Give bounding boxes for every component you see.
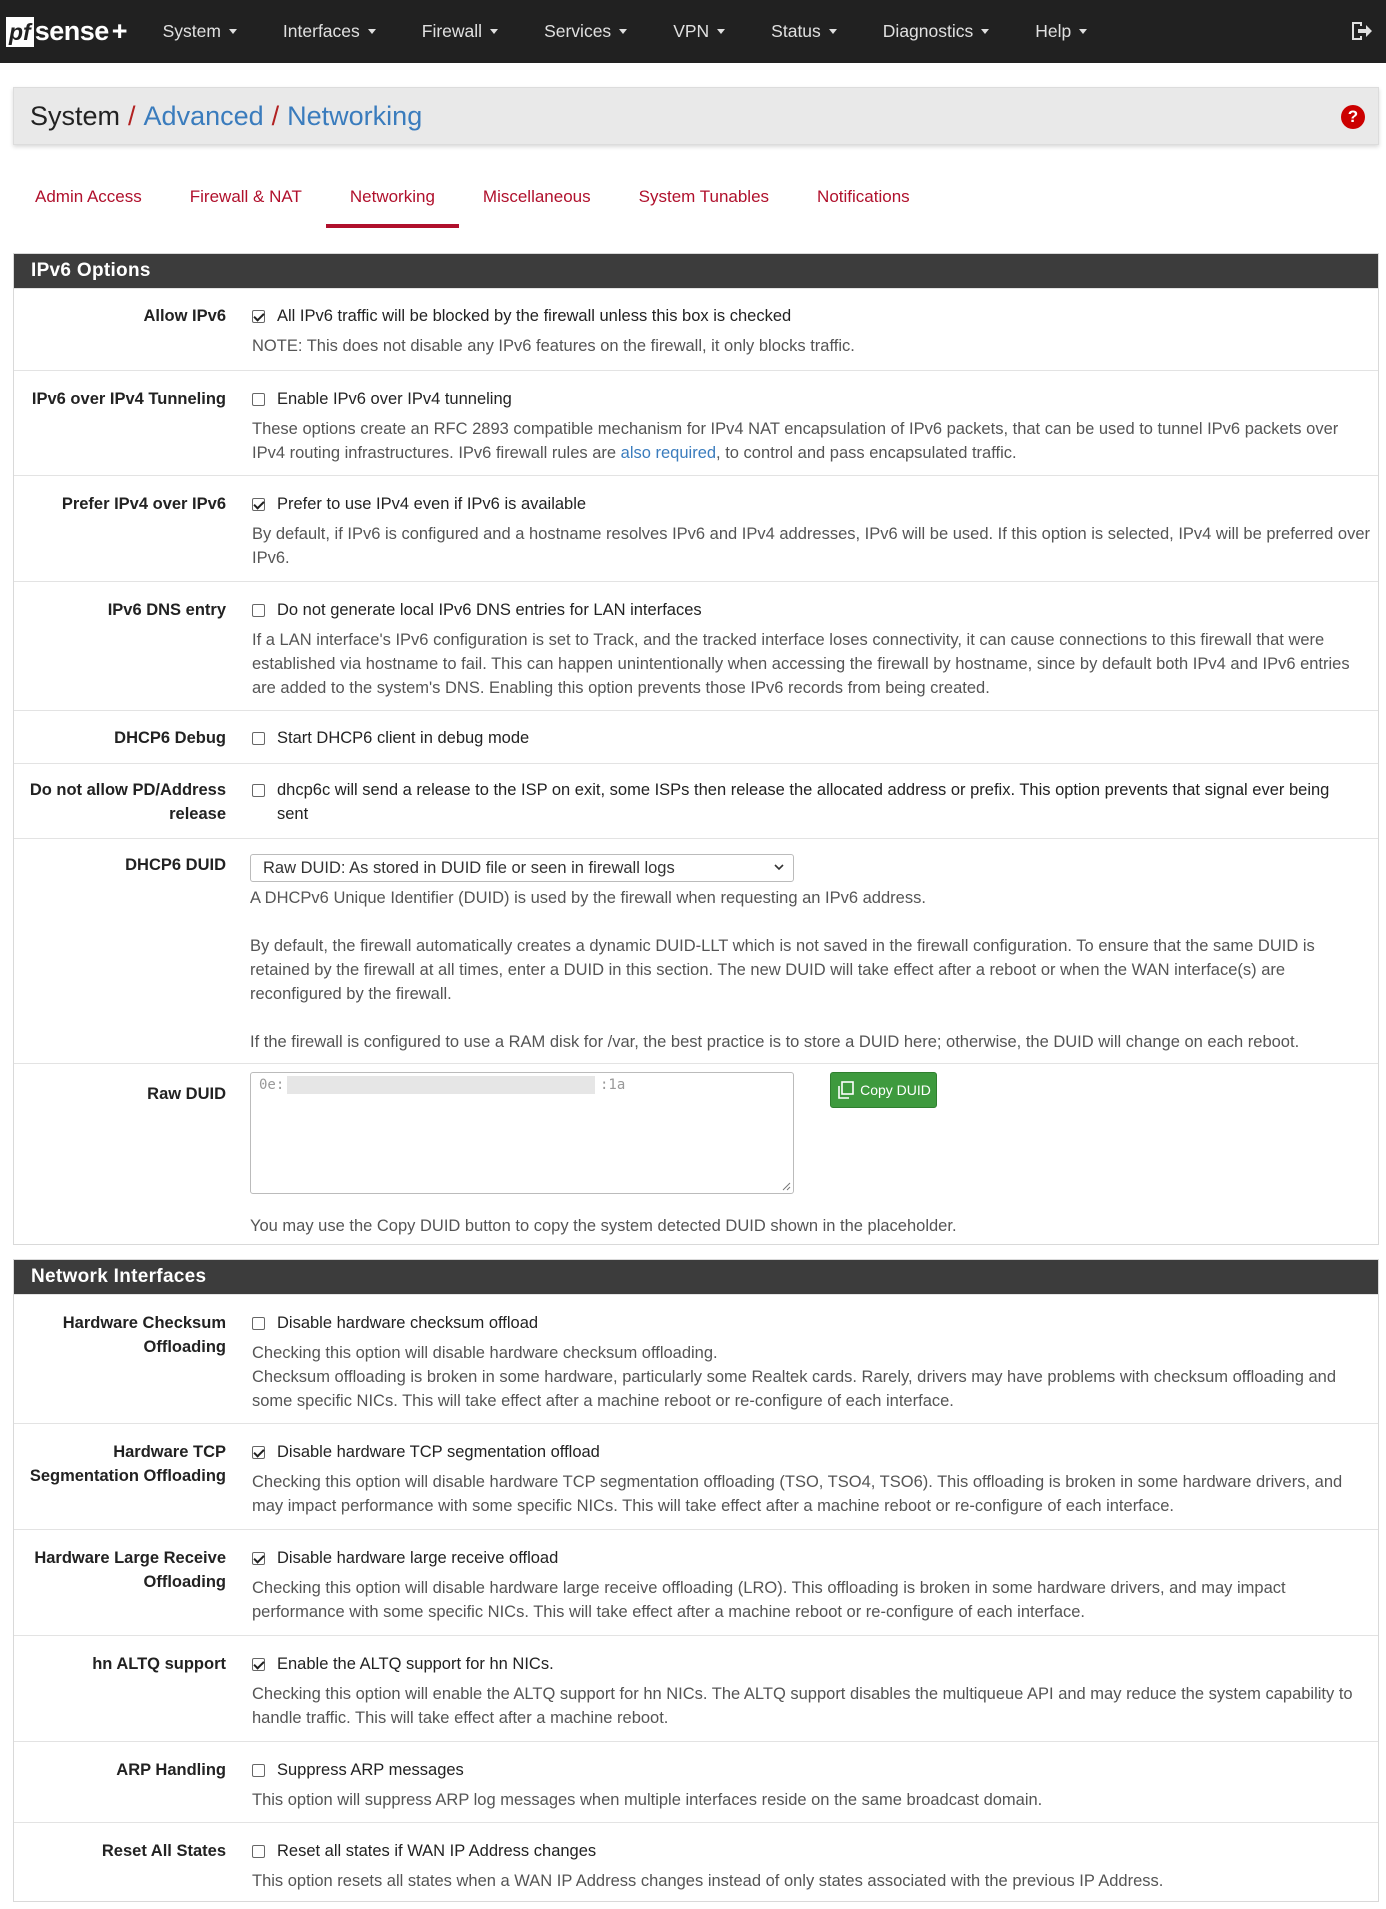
select-value: Raw DUID: As stored in DUID file or seen in firewall logs [263, 859, 675, 877]
checkbox-label: Enable the ALTQ support for hn NICs. [277, 1655, 554, 1673]
resize-grip-icon[interactable] [781, 1181, 791, 1191]
caret-down-icon [490, 29, 498, 34]
tab-firewall-nat[interactable]: Firewall & NAT [189, 187, 302, 206]
ipv6-dns-entry-row [14, 581, 1378, 710]
help-text: NOTE: This does not disable any IPv6 features on the firewall, it only blocks traffic. [252, 337, 855, 355]
caret-down-icon [619, 29, 627, 34]
nav-label: Diagnostics [882, 21, 974, 41]
help-text: This option resets all states when a WAN IP Address changes instead of only states associated with the previous IP Address. [252, 1872, 1164, 1890]
help-text: By default, the firewall automatically creates a dynamic DUID-LLT which is not saved in the firewall configuration. To ensure that the same DUID is retained by the firewall at all times, enter a DUID in this section. The new DUID will take effect after a reboot or when the WAN interface(s) are reconfigured by the firewall. [250, 937, 1315, 1003]
network-interfaces-panel [13, 1259, 1379, 1902]
row-label: ARP Handling [116, 1761, 226, 1779]
nav-system[interactable] [140, 0, 260, 63]
checkbox-label-continued: sent [277, 805, 309, 823]
row-label [34, 1546, 226, 1594]
ipv6-dns-entry-checkbox[interactable] [252, 604, 265, 617]
pd-release-row [14, 763, 1378, 838]
dhcp6-debug-checkbox[interactable] [252, 732, 265, 745]
prefer-ipv4-checkbox[interactable] [252, 498, 265, 511]
row-label-line: Offloading [143, 1338, 226, 1356]
hn-altq-checkbox[interactable] [252, 1658, 265, 1671]
checkbox-label: Enable IPv6 over IPv4 tunneling [277, 390, 512, 408]
logout-icon[interactable] [1348, 18, 1374, 44]
help-text: Checking this option will disable hardware TCP segmentation offloading (TSO, TSO4, TSO6). This offloading is broken in some hardware drivers, and may impact performance with some specific NICs. This will take effect after a machine reboot or re-configure of each interface. [252, 1473, 1343, 1515]
raw-duid-textarea[interactable] [250, 1072, 794, 1194]
allow-ipv6-checkbox[interactable] [252, 310, 265, 323]
row-label-line: Do not allow PD/Address [29, 781, 226, 799]
hw-checksum-row [14, 1294, 1378, 1423]
hn-altq-row [14, 1635, 1378, 1741]
checkbox-label: dhcp6c will send a release to the ISP on exit, some ISPs then release the allocated address or prefix. This option prevents that signal ever being [277, 781, 1330, 799]
dhcp6-duid-row [14, 838, 1378, 1063]
help-text-part: These options create an RFC 2893 compatible mechanism for IPv4 NAT encapsulation of IPv6 packets, that can be used to tunnel IPv6 packets over IPv4 routing infrastructures. IPv6 firewall rules are [252, 420, 1339, 462]
row-label: Prefer IPv4 over IPv6 [61, 495, 226, 513]
ipv6-options-panel [13, 253, 1379, 1245]
caret-down-icon [717, 29, 725, 34]
panel-title: Network Interfaces [14, 1260, 1378, 1294]
dhcp6-debug-row [14, 710, 1378, 763]
nav-label: System [162, 21, 221, 41]
arp-handling-row [14, 1741, 1378, 1822]
hw-checksum-checkbox[interactable] [252, 1317, 265, 1330]
caret-down-icon [1079, 29, 1087, 34]
reset-states-row [14, 1822, 1378, 1902]
checkbox-label: Disable hardware TCP segmentation offload [277, 1443, 600, 1461]
chevron-down-icon [773, 861, 785, 873]
row-label: DHCP6 DUID [125, 856, 226, 874]
breadcrumb-advanced-link[interactable]: Advanced [143, 100, 264, 131]
nav-firewall[interactable] [399, 0, 521, 63]
nav-label: Firewall [421, 21, 483, 41]
tab-notifications[interactable]: Notifications [817, 187, 910, 206]
nav-status[interactable] [748, 0, 860, 63]
help-text-part: , to control and pass encapsulated traffic. [716, 444, 1017, 462]
breadcrumb [13, 87, 1379, 145]
row-label: Raw DUID [147, 1085, 226, 1103]
nav-diagnostics[interactable] [860, 0, 1012, 63]
checkbox-label: Disable hardware large receive offload [277, 1549, 559, 1567]
breadcrumb-networking-link[interactable]: Networking [287, 100, 423, 131]
breadcrumb-separator: / [128, 100, 136, 131]
raw-duid-row [14, 1063, 1378, 1240]
nav-services[interactable] [521, 0, 650, 63]
checkbox-label: Disable hardware checksum offload [277, 1314, 539, 1332]
ipv6-tunneling-checkbox[interactable] [252, 393, 265, 406]
caret-down-icon [229, 29, 237, 34]
also-required-link[interactable]: also required [620, 444, 717, 462]
nav-vpn[interactable] [650, 0, 748, 63]
help-text: By default, if IPv6 is configured and a hostname resolves IPv6 and IPv4 addresses, IPv6 will be used. If this option is selected, IPv4 will be preferred over IPv6. [252, 525, 1371, 567]
row-label: DHCP6 Debug [114, 729, 226, 747]
help-text: Checking this option will disable hardware large receive offloading (LRO). This offloading is broken in some hardware drivers, and may impact performance with some specific NICs. This will take effect after a machine reboot or re-configure of each interface. [252, 1579, 1286, 1621]
main-menu [140, 0, 1111, 63]
help-text: If a LAN interface's IPv6 configuration is set to Track, and the tracked interface loses connectivity, it can cause connections to this firewall that were established via hostname to fail. This can happen unintentionally when accessing the firewall by hostname, since by default both IPv4 and IPv6 entries are added to the system's DNS. Enabling this option prevents those IPv6 records from being created. [252, 631, 1350, 697]
tab-admin-access[interactable]: Admin Access [35, 187, 142, 206]
help-text: Checksum offloading is broken in some hardware, particularly some Realtek cards. Rarely, drivers may have problems with checksum offloading and some specific NICs. This will take effect after a machine reboot or re-configure of each interface. [252, 1368, 1336, 1410]
checkbox-label: Suppress ARP messages [277, 1761, 464, 1779]
help-text: Checking this option will disable hardware checksum offloading. [252, 1344, 718, 1362]
tab-networking[interactable]: Networking [326, 178, 459, 228]
panel-title: IPv6 Options [14, 254, 1378, 288]
copy-duid-button[interactable] [830, 1072, 937, 1108]
row-label-line: Hardware Checksum [62, 1314, 226, 1332]
hw-tso-row [14, 1423, 1378, 1529]
row-label [63, 1311, 226, 1359]
checkbox-label: Do not generate local IPv6 DNS entries for LAN interfaces [277, 601, 702, 619]
checkbox-label: Reset all states if WAN IP Address changes [277, 1842, 597, 1860]
row-label: Reset All States [101, 1842, 226, 1860]
tab-system-tunables[interactable]: System Tunables [638, 187, 770, 206]
nav-label: Help [1035, 21, 1072, 41]
help-text: Checking this option will enable the ALTQ support for hn NICs. The ALTQ support disables the multiqueue API and may reduce the system capability to handle traffic. This will take effect after a machine reboot. [252, 1685, 1353, 1727]
hw-lro-checkbox[interactable] [252, 1552, 265, 1565]
row-label: hn ALTQ support [92, 1655, 226, 1673]
pd-release-checkbox[interactable] [252, 784, 265, 797]
tab-miscellaneous[interactable]: Miscellaneous [482, 187, 591, 206]
breadcrumb-system: System [30, 100, 121, 131]
caret-down-icon [829, 29, 837, 34]
checkbox-label: Prefer to use IPv4 even if IPv6 is available [277, 495, 587, 513]
row-label: IPv6 over IPv4 Tunneling [31, 390, 226, 408]
row-label-line: release [169, 805, 226, 823]
logo-pf: pf [6, 17, 34, 47]
arp-handling-checkbox[interactable] [252, 1764, 265, 1777]
nav-help[interactable] [1012, 0, 1110, 63]
help-text: This option will suppress ARP log messages when multiple interfaces reside on the same broadcast domain. [252, 1791, 1043, 1809]
row-label [30, 778, 226, 826]
nav-label: Status [771, 21, 821, 41]
nav-label: VPN [673, 21, 710, 41]
prefer-ipv4-row [14, 475, 1378, 581]
help-text: You may use the Copy DUID button to copy the system detected DUID shown in the placeholder. [250, 1217, 957, 1235]
caret-down-icon [981, 29, 989, 34]
row-label-line: Segmentation Offloading [29, 1467, 226, 1485]
checkbox-label: All IPv6 traffic will be blocked by the firewall unless this box is checked [277, 307, 792, 325]
row-label [30, 1440, 226, 1488]
caret-down-icon [368, 29, 376, 34]
help-text: If the firewall is configured to use a RAM disk for /var, the best practice is to store a DUID here; otherwise, the DUID will change on each reboot. [250, 1033, 1300, 1051]
duid-type-select[interactable] [250, 854, 794, 882]
ipv6-tunneling-row [14, 370, 1378, 475]
placeholder-end: :1a [600, 1077, 626, 1093]
pfsense-logo[interactable] [6, 14, 128, 50]
question-circle-icon[interactable]: ? [1341, 105, 1365, 129]
top-navbar [0, 0, 1386, 63]
row-label-line: Hardware TCP [113, 1443, 226, 1461]
redacted-duid [287, 1076, 595, 1094]
breadcrumb-separator: / [271, 100, 280, 131]
settings-tabs [11, 178, 934, 228]
hw-tso-checkbox[interactable] [252, 1446, 265, 1459]
row-label-line: Offloading [143, 1573, 226, 1591]
checkbox-label: Start DHCP6 client in debug mode [277, 729, 530, 747]
nav-label: Interfaces [282, 21, 360, 41]
help-text [252, 417, 1370, 465]
row-label: IPv6 DNS entry [107, 601, 226, 619]
help-text: A DHCPv6 Unique Identifier (DUID) is used by the firewall when requesting an IPv6 address. [250, 889, 926, 907]
row-label-line: Hardware Large Receive [34, 1549, 226, 1567]
allow-ipv6-row [14, 288, 1378, 370]
logo-sense: sense [34, 16, 109, 46]
button-label: Copy DUID [860, 1082, 931, 1098]
copy-icon [836, 1080, 856, 1100]
nav-label: Services [544, 21, 612, 41]
reset-states-checkbox[interactable] [252, 1845, 265, 1858]
placeholder-start: 0e: [259, 1077, 285, 1093]
row-label: Allow IPv6 [143, 307, 226, 325]
nav-interfaces[interactable] [260, 0, 399, 63]
logo-plus: + [111, 16, 128, 46]
hw-lro-row [14, 1529, 1378, 1635]
